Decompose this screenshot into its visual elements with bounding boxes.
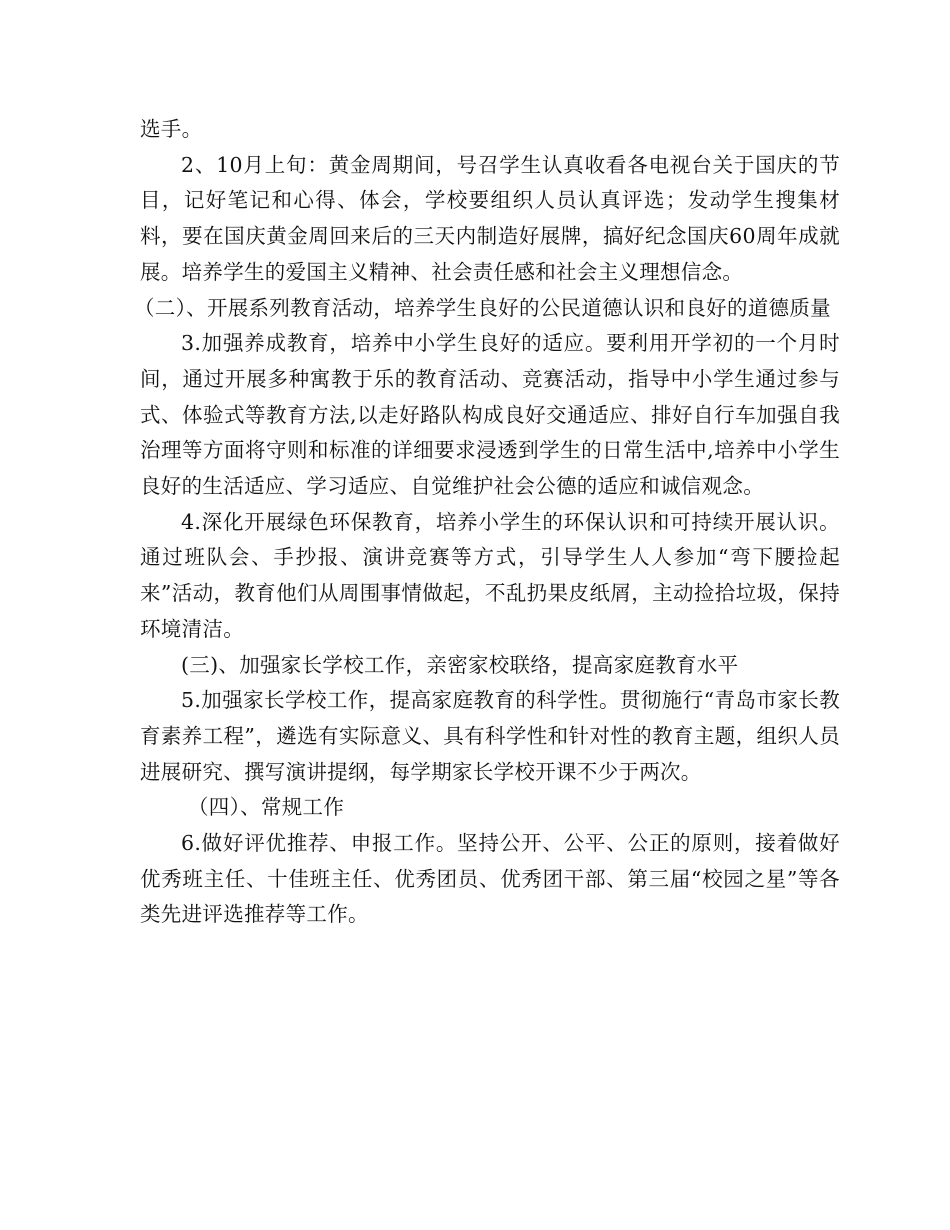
section-heading-2: （二）、开展系列教育活动，培养学生良好的公民道德认识和良好的道德质量	[134, 295, 831, 320]
paragraph-continuation: 选手。	[140, 117, 203, 141]
paragraph-item-2: 2、10月上旬：黄金周期间，号召学生认真收看各电视台关于国庆的节目，记好笔记和心得、体会，学校要组织人员认真评选；发动学生搜集材料，要在国庆黄金周回来后的三天内制造好展牌，搞好纪念国庆60周年成就展。培养学生的爱国主义精神、社会责任感和社会主义理想信念。	[140, 152, 840, 284]
paragraph-item-5: 5.加强家长学校工作，提高家庭教育的科学性。贯彻施行“青岛市家长教育素养工程”，遴选有实际意义、具有科学性和针对性的教育主题，组织人员进展研究、撰写演讲提纲，每学期家长学校开课不少于两次。	[140, 688, 840, 784]
section-heading-4: （四）、常规工作	[188, 795, 345, 820]
paragraph-item-4: 4.深化开展绿色环保教育，培养小学生的环保认识和可持续开展认识。通过班队会、手抄报、演讲竞赛等方式，引导学生人人参加“弯下腰捡起来”活动，教育他们从周围事情做起，不乱扔果皮纸屑，主动捡拾垃圾，保持环境清洁。	[140, 509, 840, 641]
section-heading-3: (三)、加强家长学校工作，亲密家校联络，提高家庭教育水平	[181, 652, 739, 677]
document-body	[134, 112, 840, 933]
paragraph-item-3: 3.加强养成教育，培养中小学生良好的适应。要利用开学初的一个月时间，通过开展多种寓教于乐的教育活动、竞赛活动，指导中小学生通过参与式、体验式等教育方法,以走好路队构成良好交通适应、排好自行车加强自我治理等方面将守则和标准的详细要求浸透到学生的日常生活中,培养中小学生良好的生活适应、学习适应、自觉维护社会公德的适应和诚信观念。	[140, 331, 840, 499]
paragraph-item-6: 6.做好评优推荐、申报工作。坚持公开、公平、公正的原则，接着做好优秀班主任、十佳班主任、优秀团员、优秀团干部、第三届“校园之星”等各类先进评选推荐等工作。	[140, 831, 840, 927]
